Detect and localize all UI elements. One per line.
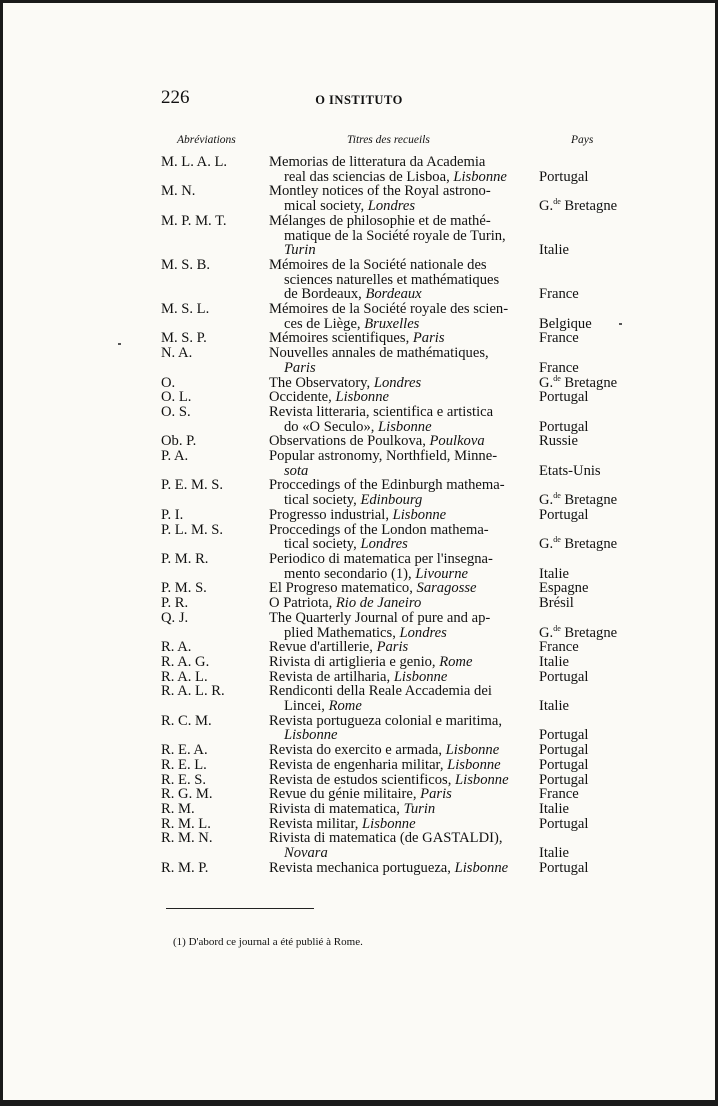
row-abbreviation: R. E. L. — [161, 756, 207, 773]
row-abbreviation: R. E. A. — [161, 742, 208, 759]
abbreviation-table — [3, 155, 715, 875]
row-title-line: Revista portugueza colonial e maritima, — [269, 712, 503, 729]
document-page — [3, 3, 715, 1100]
row-title — [269, 758, 527, 773]
row-title — [269, 640, 527, 655]
row-abbreviation: R. C. M. — [161, 712, 212, 729]
table-row — [3, 655, 715, 670]
row-title — [269, 434, 527, 449]
row-title-line: Revue du génie militaire, Paris — [269, 786, 452, 803]
row-abbreviation: R. A. L. R. — [161, 683, 225, 700]
row-title-line: Revista de engenharia militar, Lisbonne — [269, 756, 501, 773]
row-abbreviation: P. A. — [161, 448, 189, 465]
table-row — [3, 214, 715, 258]
row-title — [269, 155, 527, 184]
row-title-line: O Patriota, Rio de Janeiro — [269, 595, 422, 612]
table-row — [3, 861, 715, 876]
row-country: Italie — [539, 242, 569, 259]
table-row — [3, 758, 715, 773]
row-title-line: Revista de estudos scientificos, Lisbonne — [269, 771, 509, 788]
row-country: Portugal — [539, 742, 589, 759]
row-country: Belgique — [539, 315, 592, 332]
row-country: Espagne — [539, 580, 589, 597]
ink-speck — [118, 343, 121, 345]
row-country: Portugal — [539, 506, 589, 523]
row-title-line: Rendiconti della Reale Accademia dei — [269, 683, 492, 700]
table-row — [3, 434, 715, 449]
table-row — [3, 155, 715, 184]
row-title — [269, 831, 527, 860]
row-title — [269, 214, 527, 258]
row-title — [269, 478, 527, 507]
row-title-line: Revue d'artillerie, Paris — [269, 639, 409, 656]
row-country: G.$^{de}$ Bretagne — [539, 623, 618, 641]
row-abbreviation: R. G. M. — [161, 786, 213, 803]
row-country: Italie — [539, 653, 569, 670]
row-title-line: Occidente, Lisbonne — [269, 389, 389, 406]
row-country: G.$^{de}$ Bretagne — [539, 197, 618, 215]
footnote-rule — [166, 908, 314, 909]
row-title — [269, 655, 527, 670]
row-title-line: Rivista di matematica, Turin — [269, 800, 436, 817]
table-row — [3, 184, 715, 213]
row-title-line: Proccedings of the Edinburgh mathema- — [269, 477, 505, 494]
row-title — [269, 258, 527, 302]
row-title — [269, 376, 527, 391]
row-title-line: real das sciencias de Lisboa, Lisbonne — [284, 168, 507, 185]
row-title — [269, 596, 527, 611]
row-abbreviation: R. M. N. — [161, 830, 213, 847]
row-title-line: Rivista di artiglieria e genio, Rome — [269, 653, 473, 670]
row-country: Russie — [539, 433, 578, 450]
row-title-line: Montley notices of the Royal astrono- — [269, 183, 491, 200]
row-country: Italie — [539, 845, 569, 862]
row-title-line: El Progreso matematico, Saragosse — [269, 580, 477, 597]
row-title-line: Nouvelles annales de mathématiques, — [269, 345, 489, 362]
table-row — [3, 640, 715, 655]
row-country: Portugal — [539, 771, 589, 788]
row-title-line: sciences naturelles et mathématiques — [284, 271, 500, 288]
table-row — [3, 787, 715, 802]
table-row — [3, 596, 715, 611]
row-country: Portugal — [539, 727, 589, 744]
row-abbreviation: P. M. S. — [161, 580, 207, 597]
row-title — [269, 611, 527, 640]
table-row — [3, 373, 715, 391]
table-row — [3, 773, 715, 788]
row-title-line: Revista de artilharia, Lisbonne — [269, 668, 448, 685]
row-country: Portugal — [539, 168, 589, 185]
row-country: Portugal — [539, 418, 589, 435]
table-row — [3, 405, 715, 434]
row-title-line: Lincei, Rome — [284, 698, 362, 715]
row-title — [269, 581, 527, 596]
row-abbreviation: R. M. — [161, 800, 195, 817]
row-country: Portugal — [539, 389, 589, 406]
table-row — [3, 743, 715, 758]
table-row — [3, 552, 715, 581]
row-title — [269, 331, 527, 346]
row-country: Italie — [539, 698, 569, 715]
row-title-line: Periodico di matematica per l'insegna- — [269, 550, 493, 567]
row-country: Italie — [539, 565, 569, 582]
row-abbreviation: Q. J. — [161, 609, 189, 626]
row-abbreviation: M. S. L. — [161, 301, 210, 318]
row-title-line: Memorias de litteratura da Academia — [269, 154, 486, 170]
row-abbreviation: P. L. M. S. — [161, 521, 224, 538]
row-abbreviation: R. A. L. — [161, 668, 208, 685]
row-title-line: Mémoires scientifiques, Paris — [269, 330, 445, 347]
row-country: France — [539, 286, 579, 303]
row-title-line: The Observatory, Londres — [269, 374, 422, 391]
row-title — [269, 684, 527, 713]
row-title-line: Mémoires de la Société royale des scien- — [269, 301, 509, 318]
row-country: France — [539, 330, 579, 347]
column-header-titles: Titres des recueils — [347, 134, 430, 146]
row-title-line: mento secondario (1), Livourne — [284, 565, 469, 582]
row-title — [269, 390, 527, 405]
row-title-line: ces de Liège, Bruxelles — [284, 315, 420, 332]
table-row — [3, 508, 715, 523]
row-title-line: Revista do exercito e armada, Lisbonne — [269, 742, 500, 759]
row-title — [269, 743, 527, 758]
row-title-line: mical society, Londres — [284, 198, 416, 215]
table-row — [3, 714, 715, 743]
row-title — [269, 802, 527, 817]
column-header-abbreviations: Abréviations — [177, 134, 236, 146]
row-title-line: matique de la Société royale de Turin, — [284, 227, 506, 244]
table-row — [3, 449, 715, 478]
row-country: G.$^{de}$ Bretagne — [539, 535, 618, 553]
row-abbreviation: O. L. — [161, 389, 192, 406]
page-number: 226 — [161, 87, 190, 108]
row-abbreviation: R. A. G. — [161, 653, 210, 670]
table-row — [3, 611, 715, 640]
row-abbreviation: R. E. S. — [161, 771, 207, 788]
row-country: G.$^{de}$ Bretagne — [539, 373, 618, 391]
row-title-line: Revista militar, Lisbonne — [269, 815, 416, 832]
row-title — [269, 184, 527, 213]
row-abbreviation: M. L. A. L. — [161, 154, 228, 170]
row-abbreviation: Ob. P. — [161, 433, 197, 450]
row-title-line: do «O Seculo», Lisbonne — [284, 418, 432, 435]
row-title-line: de Bordeaux, Bordeaux — [284, 286, 422, 303]
table-row — [3, 581, 715, 596]
row-title — [269, 552, 527, 581]
table-row — [3, 831, 715, 860]
row-country: Etats-Unis — [539, 462, 601, 479]
row-title-line: The Quarterly Journal of pure and ap- — [269, 609, 491, 626]
row-abbreviation: P. I. — [161, 506, 184, 523]
table-row — [3, 523, 715, 552]
row-title — [269, 817, 527, 832]
row-country: France — [539, 639, 579, 656]
row-title-line: Turin — [284, 242, 316, 259]
row-country: Brésil — [539, 595, 574, 612]
row-abbreviation: P. E. M. S. — [161, 477, 224, 494]
row-title — [269, 787, 527, 802]
row-title-line: Revista mechanica portugueza, Lisbonne — [269, 859, 509, 876]
table-row — [3, 817, 715, 832]
row-abbreviation: R. M. L. — [161, 815, 211, 832]
row-title-line: Revista litteraria, scientifica e artistica — [269, 403, 494, 420]
row-title-line: Popular astronomy, Northfield, Minne- — [269, 448, 498, 465]
row-abbreviation: O. S. — [161, 403, 191, 420]
row-abbreviation: O. — [161, 374, 176, 391]
row-abbreviation: R. A. — [161, 639, 192, 656]
row-title-line: Proccedings of the London mathema- — [269, 521, 489, 538]
row-title — [269, 523, 527, 552]
row-title-line: Novara — [284, 845, 328, 862]
row-country: Italie — [539, 800, 569, 817]
row-title-line: sota — [284, 462, 309, 479]
footnote: (1) D'abord ce journal a été publié à Rome. — [173, 936, 363, 948]
row-title-line: Paris — [284, 359, 316, 376]
table-row — [3, 258, 715, 302]
row-title-line: Mémoires de la Société nationale des — [269, 256, 487, 273]
row-country: France — [539, 786, 579, 803]
row-title — [269, 861, 527, 876]
row-title — [269, 302, 527, 331]
row-title — [269, 773, 527, 788]
row-title-line: Lisbonne — [284, 727, 338, 744]
row-title-line: tical society, Edinbourg — [284, 492, 423, 509]
row-country: Portugal — [539, 756, 589, 773]
table-row — [3, 302, 715, 331]
row-title — [269, 670, 527, 685]
row-title-line: Progresso industrial, Lisbonne — [269, 506, 447, 523]
table-row — [3, 478, 715, 507]
row-abbreviation: M. P. M. T. — [161, 212, 227, 229]
row-abbreviation: M. S. B. — [161, 256, 211, 273]
row-title — [269, 449, 527, 478]
row-abbreviation: R. M. P. — [161, 859, 209, 876]
row-country: Portugal — [539, 815, 589, 832]
row-abbreviation: P. M. R. — [161, 550, 209, 567]
row-title — [269, 405, 527, 434]
row-country: Portugal — [539, 859, 589, 876]
table-row — [3, 802, 715, 817]
row-country: France — [539, 359, 579, 376]
table-row — [3, 670, 715, 685]
ink-speck — [619, 323, 622, 325]
column-header-pays: Pays — [571, 134, 594, 146]
row-country: Portugal — [539, 668, 589, 685]
row-abbreviation: N. A. — [161, 345, 193, 362]
row-title-line: Mélanges de philosophie et de mathé- — [269, 212, 491, 229]
row-title-line: Rivista di matematica (de GASTALDI), — [269, 830, 503, 847]
table-row — [3, 390, 715, 405]
row-title-line: tical society, Londres — [284, 536, 408, 553]
table-row — [3, 684, 715, 713]
row-title — [269, 714, 527, 743]
row-title — [269, 346, 527, 375]
running-title: O INSTITUTO — [315, 93, 403, 107]
row-title-line: Observations de Poulkova, Poulkova — [269, 433, 485, 450]
row-title — [269, 508, 527, 523]
row-country: G.$^{de}$ Bretagne — [539, 491, 618, 509]
table-row — [3, 331, 715, 346]
row-title-line: plied Mathematics, Londres — [284, 624, 447, 641]
row-abbreviation: P. R. — [161, 595, 189, 612]
row-abbreviation: M. S. P. — [161, 330, 207, 347]
row-abbreviation: M. N. — [161, 183, 196, 200]
